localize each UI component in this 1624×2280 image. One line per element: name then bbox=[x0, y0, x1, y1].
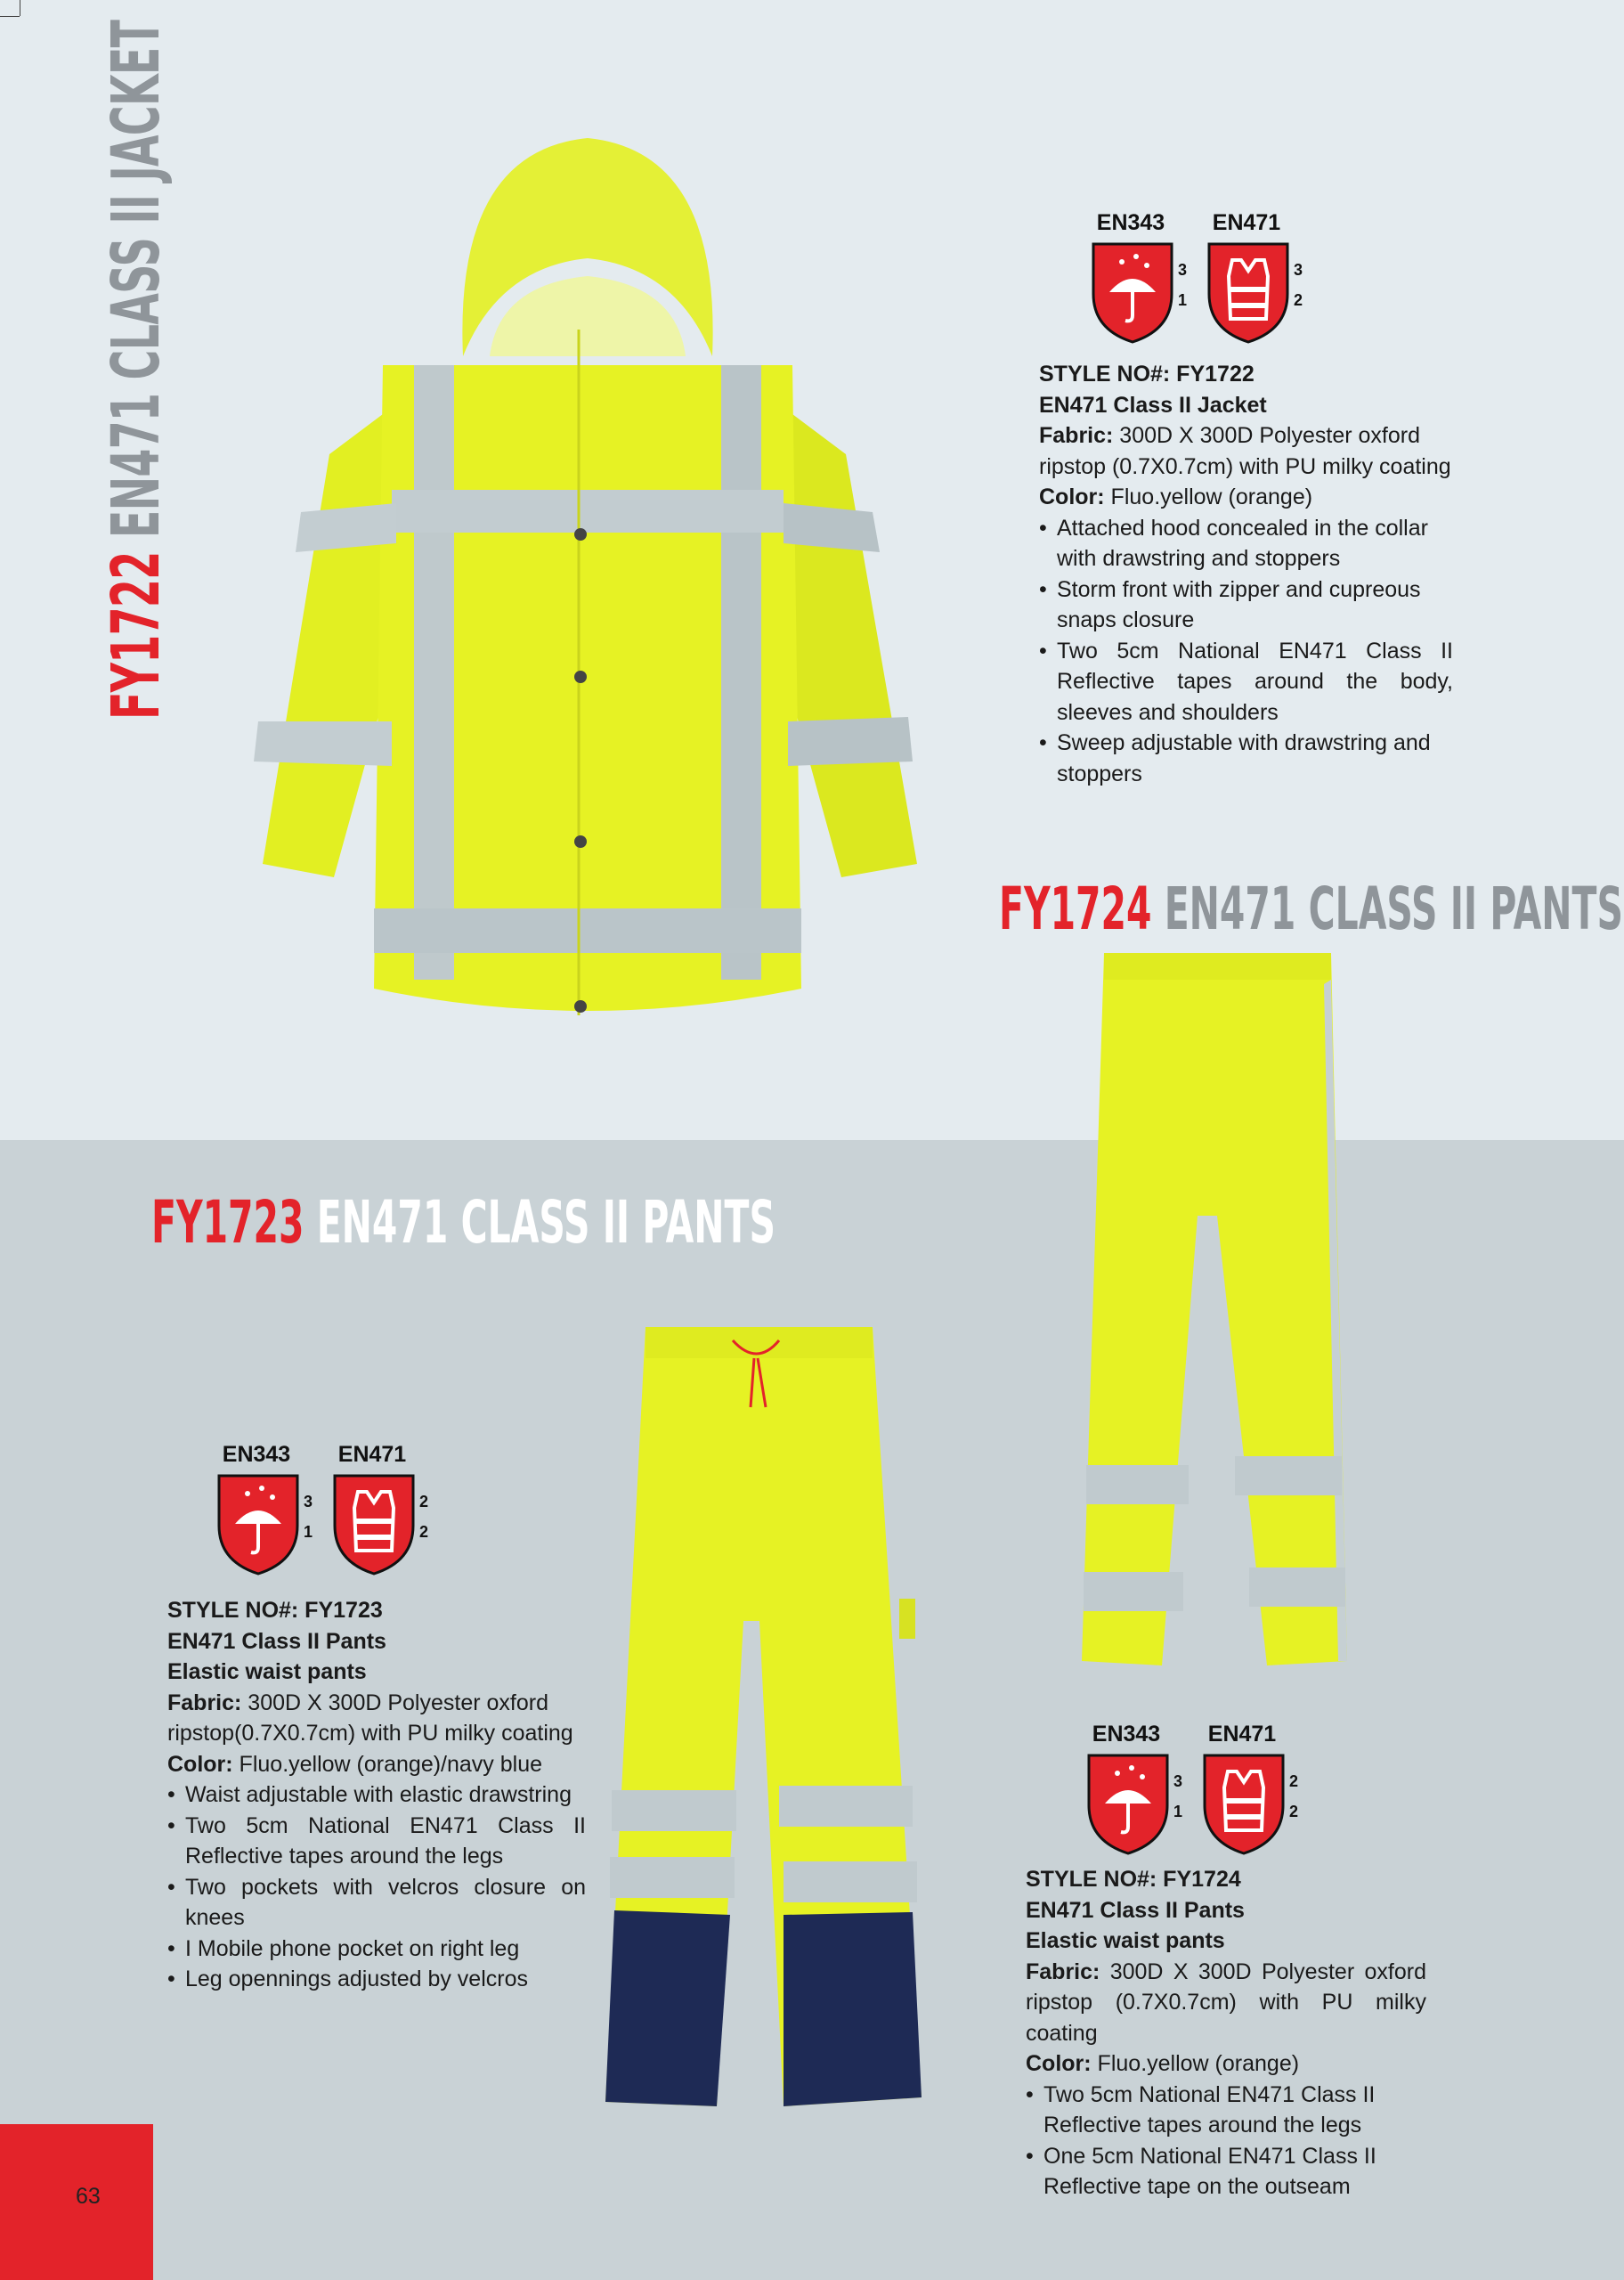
feature-item: • Storm front with zipper and cupreous snaps closure bbox=[1039, 574, 1453, 636]
pants-1724-badges bbox=[1082, 1722, 1301, 1855]
pants-1724-title bbox=[999, 875, 1623, 943]
badge-label: EN343 bbox=[222, 1442, 291, 1467]
product-subtitle: EN471 Class II Pants bbox=[167, 1628, 386, 1654]
hi-vis-vest-icon bbox=[331, 1472, 417, 1576]
badge-en343 bbox=[1082, 1722, 1185, 1855]
style-number: STYLE NO#: FY1722 bbox=[1039, 362, 1255, 387]
badge-digits bbox=[1289, 1766, 1298, 1827]
pants-1723-name: EN471 CLASS II PANTS bbox=[304, 1188, 775, 1257]
fabric-value: 300D X 300D Polyester oxford ripstop (0.7X0.7cm) with PU milky coating bbox=[1039, 423, 1451, 479]
badge-digit: 2 bbox=[1289, 1803, 1299, 1820]
badge-label: EN471 bbox=[1212, 210, 1281, 235]
feature-item: • Leg opennings adjusted by velcros bbox=[167, 1964, 586, 1995]
badge-digits bbox=[1178, 255, 1187, 315]
pants-1724-description bbox=[1026, 1864, 1426, 2203]
badge-digit: 1 bbox=[1178, 291, 1188, 309]
badge-digit: 2 bbox=[419, 1493, 429, 1510]
badge-en343 bbox=[212, 1442, 315, 1576]
rain-umbrella-icon bbox=[215, 1472, 301, 1576]
jacket-title bbox=[98, 20, 175, 720]
feature-list bbox=[167, 1779, 586, 1995]
badge-label: EN471 bbox=[1207, 1722, 1277, 1747]
product-subtitle-2: Elastic waist pants bbox=[167, 1659, 367, 1684]
color-value: Fluo.yellow (orange) bbox=[1091, 2051, 1300, 2076]
badge-digit: 3 bbox=[304, 1493, 313, 1510]
fabric-label: Fabric: bbox=[1026, 1958, 1100, 1984]
feature-item: • Attached hood concealed in the collar with drawstring and stoppers bbox=[1039, 513, 1453, 574]
product-subtitle: EN471 Class II Jacket bbox=[1039, 392, 1267, 418]
color-label: Color: bbox=[1039, 484, 1105, 509]
feature-item: • Two pockets with velcros closure on knees bbox=[167, 1872, 586, 1934]
color-label: Color: bbox=[167, 1751, 233, 1777]
rain-umbrella-icon bbox=[1085, 1752, 1171, 1855]
product-subtitle: EN471 Class II Pants bbox=[1026, 1897, 1245, 1923]
pants-1723-badges bbox=[212, 1442, 431, 1576]
badge-digit: 2 bbox=[1294, 291, 1303, 309]
fabric-label: Fabric: bbox=[167, 1690, 242, 1715]
badge-label: EN343 bbox=[1092, 1722, 1161, 1747]
fabric-line bbox=[167, 1688, 586, 1749]
fabric-value: 300D X 300D Polyester oxford ripstop (0.7X0.7cm) with PU milky coating bbox=[1026, 1958, 1426, 2046]
badge-label: EN471 bbox=[337, 1442, 407, 1467]
feature-list bbox=[1039, 513, 1453, 790]
feature-item: • Two 5cm National EN471 Class II Reflective tapes around the body, sleeves and shoulders bbox=[1039, 636, 1453, 729]
color-line bbox=[1026, 2048, 1426, 2080]
badge-digit: 1 bbox=[1173, 1803, 1183, 1820]
badge-en471 bbox=[1202, 210, 1305, 344]
pants-1723-image bbox=[601, 1323, 930, 2120]
pants-1723-title bbox=[151, 1188, 775, 1257]
badge-digits bbox=[419, 1486, 428, 1547]
badge-digits bbox=[304, 1486, 313, 1547]
badge-en471 bbox=[1198, 1722, 1301, 1855]
feature-item: • I Mobile phone pocket on right leg bbox=[167, 1934, 586, 1965]
feature-item: • One 5cm National EN471 Class II Reflective tape on the outseam bbox=[1026, 2141, 1426, 2203]
badge-digits bbox=[1294, 255, 1303, 315]
pants-1723-code: FY1723 bbox=[151, 1188, 304, 1257]
badge-digit: 3 bbox=[1173, 1772, 1183, 1790]
badge-en471 bbox=[328, 1442, 431, 1576]
style-number: STYLE NO#: FY1724 bbox=[1026, 1867, 1241, 1892]
style-number: STYLE NO#: FY1723 bbox=[167, 1598, 383, 1623]
badge-digits bbox=[1173, 1766, 1182, 1827]
pants-1724-image bbox=[1064, 949, 1358, 1679]
feature-item: • Waist adjustable with elastic drawstring bbox=[167, 1779, 586, 1811]
jacket-image bbox=[249, 134, 926, 1051]
jacket-badges bbox=[1086, 210, 1305, 344]
jacket-code: FY1722 bbox=[98, 551, 175, 720]
hi-vis-vest-icon bbox=[1206, 240, 1291, 344]
hi-vis-vest-icon bbox=[1201, 1752, 1287, 1855]
color-value: Fluo.yellow (orange) bbox=[1104, 484, 1313, 509]
pants-1724-code: FY1724 bbox=[999, 875, 1152, 943]
badge-digit: 2 bbox=[419, 1523, 429, 1541]
badge-en343 bbox=[1086, 210, 1190, 344]
feature-list bbox=[1026, 2080, 1426, 2203]
pants-1724-name: EN471 CLASS II PANTS bbox=[1151, 875, 1623, 943]
product-subtitle-2: Elastic waist pants bbox=[1026, 1928, 1225, 1953]
badge-digit: 3 bbox=[1294, 261, 1303, 279]
color-value: Fluo.yellow (orange)/navy blue bbox=[232, 1751, 543, 1777]
badge-label: EN343 bbox=[1096, 210, 1165, 235]
crop-mark bbox=[0, 0, 27, 18]
rain-umbrella-icon bbox=[1090, 240, 1175, 344]
fabric-line bbox=[1039, 420, 1453, 482]
color-label: Color: bbox=[1026, 2051, 1092, 2076]
pants-1723-description bbox=[167, 1595, 586, 1995]
fabric-label: Fabric: bbox=[1039, 423, 1114, 448]
feature-item: • Two 5cm National EN471 Class II Reflective tapes around the legs bbox=[1026, 2080, 1426, 2141]
fabric-line bbox=[1026, 1957, 1426, 2049]
feature-item: • Sweep adjustable with drawstring and stoppers bbox=[1039, 728, 1453, 789]
badge-digit: 1 bbox=[304, 1523, 313, 1541]
badge-digit: 2 bbox=[1289, 1772, 1299, 1790]
fabric-value: 300D X 300D Polyester oxford ripstop(0.7X0.7cm) with PU milky coating bbox=[167, 1690, 573, 1746]
jacket-name: EN471 CLASS II JACKET bbox=[98, 20, 175, 552]
page-number: 63 bbox=[76, 2184, 101, 2209]
color-line bbox=[167, 1749, 586, 1780]
badge-digit: 3 bbox=[1178, 261, 1188, 279]
color-line bbox=[1039, 482, 1453, 513]
jacket-description bbox=[1039, 359, 1453, 789]
feature-item: • Two 5cm National EN471 Class II Reflective tapes around the legs bbox=[167, 1811, 586, 1872]
